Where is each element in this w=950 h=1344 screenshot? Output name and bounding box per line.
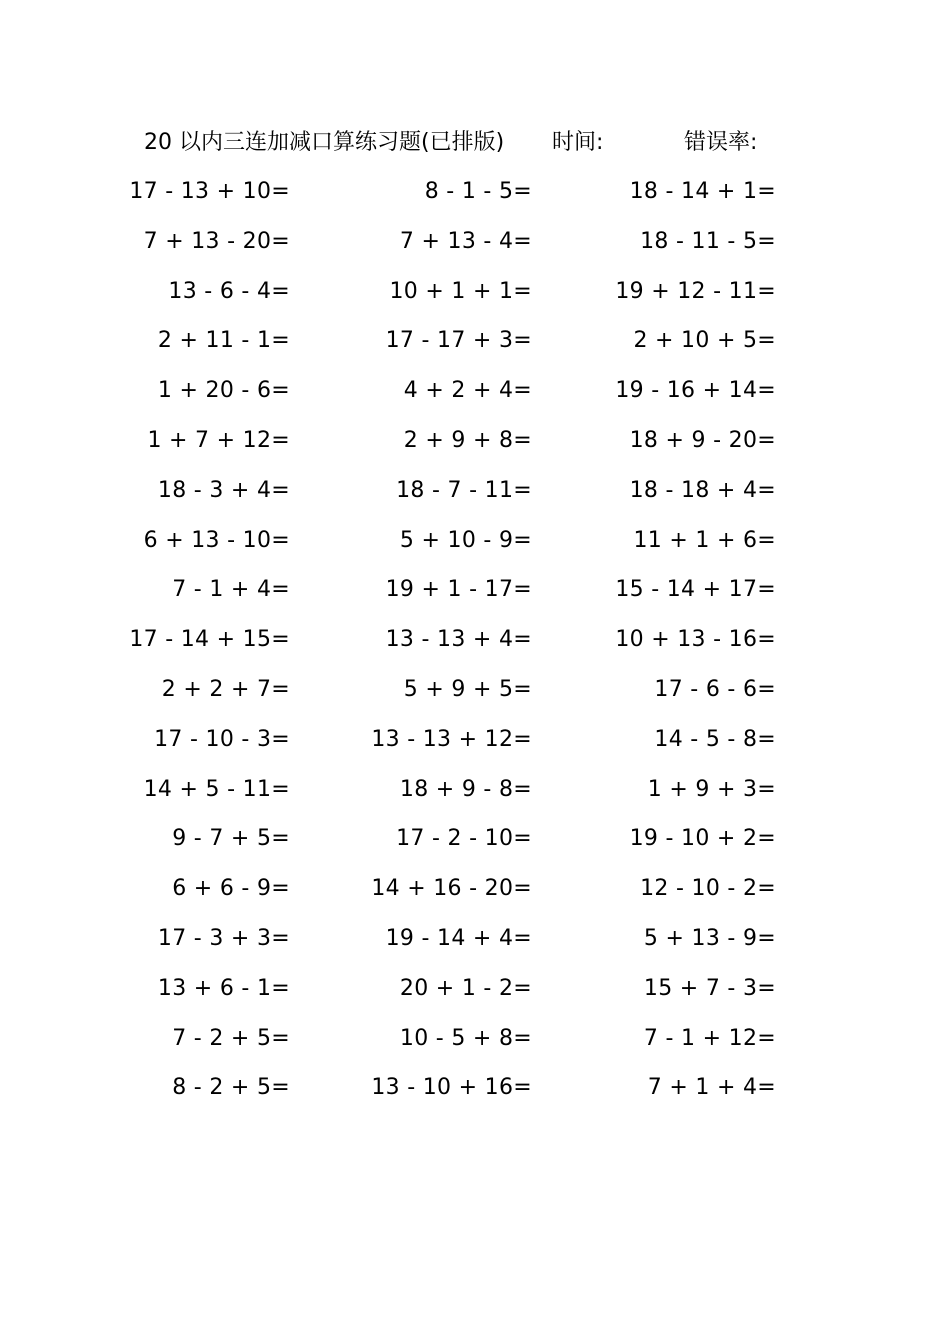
problem-grid [0, 172, 950, 1118]
problem-item: 1 + 20 - 6= [157, 378, 290, 404]
problem-item: 6 + 13 - 10= [143, 527, 290, 553]
problem-row [0, 371, 950, 421]
problem-row [0, 172, 950, 222]
problem-row [0, 521, 950, 571]
problem-item: 14 + 5 - 11= [143, 776, 290, 802]
problem-item: 13 - 13 + 12= [371, 726, 532, 752]
problem-item: 10 + 1 + 1= [389, 278, 532, 304]
problem-item: 17 - 13 + 10= [129, 179, 290, 204]
problem-item: 19 + 1 - 17= [385, 577, 532, 603]
problem-row [0, 670, 950, 720]
problem-item: 1 + 9 + 3= [647, 776, 776, 802]
problem-item: 10 - 5 + 8= [399, 1025, 532, 1051]
problem-item: 18 - 7 - 11= [396, 477, 532, 503]
problem-item: 2 + 10 + 5= [633, 328, 776, 354]
problem-row [0, 1019, 950, 1069]
problem-row [0, 919, 950, 969]
worksheet-title: 20 以内三连加减口算练习题(已排版) [144, 130, 505, 155]
problem-item: 18 + 9 - 8= [399, 776, 532, 802]
problem-row [0, 869, 950, 919]
problem-item: 18 + 9 - 20= [629, 427, 776, 453]
problem-item: 19 - 14 + 4= [385, 925, 532, 951]
problem-item: 5 + 13 - 9= [643, 925, 776, 951]
problem-row [0, 770, 950, 820]
problem-item: 17 - 3 + 3= [157, 925, 290, 951]
problem-item: 19 + 12 - 11= [615, 278, 776, 304]
problem-item: 17 - 2 - 10= [396, 826, 532, 852]
problem-item: 17 - 10 - 3= [154, 726, 290, 752]
problem-item: 8 - 2 + 5= [172, 1075, 290, 1101]
problem-item: 13 + 6 - 1= [157, 975, 290, 1001]
problem-item: 14 + 16 - 20= [371, 876, 532, 902]
problem-item: 4 + 2 + 4= [403, 378, 532, 404]
problem-row [0, 272, 950, 322]
problem-item: 20 + 1 - 2= [399, 975, 532, 1001]
problem-item: 13 - 10 + 16= [371, 1075, 532, 1101]
problem-item: 15 - 14 + 17= [615, 577, 776, 603]
problem-item: 18 - 3 + 4= [157, 477, 290, 503]
problem-item: 19 - 16 + 14= [615, 378, 776, 404]
problem-item: 13 - 6 - 4= [168, 278, 290, 304]
problem-row [0, 321, 950, 371]
problem-item: 13 - 13 + 4= [385, 627, 532, 653]
worksheet-header [0, 125, 950, 161]
problem-item: 10 + 13 - 16= [615, 627, 776, 653]
problem-item: 18 - 14 + 1= [629, 179, 776, 204]
problem-item: 2 + 2 + 7= [161, 676, 290, 702]
problem-item: 19 - 10 + 2= [629, 826, 776, 852]
error-rate-label: 错误率: [684, 130, 758, 155]
problem-item: 17 - 14 + 15= [129, 627, 290, 653]
problem-row [0, 471, 950, 521]
problem-item: 11 + 1 + 6= [633, 527, 776, 553]
problem-item: 7 + 1 + 4= [647, 1075, 776, 1101]
problem-item: 12 - 10 - 2= [640, 876, 776, 902]
problem-row [0, 969, 950, 1019]
problem-row [0, 421, 950, 471]
problem-row [0, 720, 950, 770]
problem-item: 7 - 2 + 5= [172, 1025, 290, 1051]
problem-item: 2 + 9 + 8= [403, 427, 532, 453]
problem-row [0, 570, 950, 620]
problem-row [0, 222, 950, 272]
problem-item: 2 + 11 - 1= [157, 328, 290, 354]
problem-item: 5 + 10 - 9= [399, 527, 532, 553]
problem-item: 8 - 1 - 5= [424, 179, 532, 204]
problem-item: 17 - 6 - 6= [654, 676, 776, 702]
problem-item: 9 - 7 + 5= [172, 826, 290, 852]
problem-item: 5 + 9 + 5= [403, 676, 532, 702]
problem-item: 7 + 13 - 4= [399, 228, 532, 254]
problem-row [0, 1068, 950, 1118]
time-label: 时间: [552, 130, 604, 155]
problem-item: 6 + 6 - 9= [172, 876, 290, 902]
problem-item: 7 - 1 + 4= [172, 577, 290, 603]
problem-item: 1 + 7 + 12= [147, 427, 290, 453]
problem-row [0, 819, 950, 869]
problem-item: 15 + 7 - 3= [643, 975, 776, 1001]
problem-item: 18 - 18 + 4= [629, 477, 776, 503]
problem-item: 7 + 13 - 20= [143, 228, 290, 254]
problem-item: 14 - 5 - 8= [654, 726, 776, 752]
problem-row [0, 620, 950, 670]
problem-item: 17 - 17 + 3= [385, 328, 532, 354]
problem-item: 18 - 11 - 5= [640, 228, 776, 254]
problem-item: 7 - 1 + 12= [643, 1025, 776, 1051]
